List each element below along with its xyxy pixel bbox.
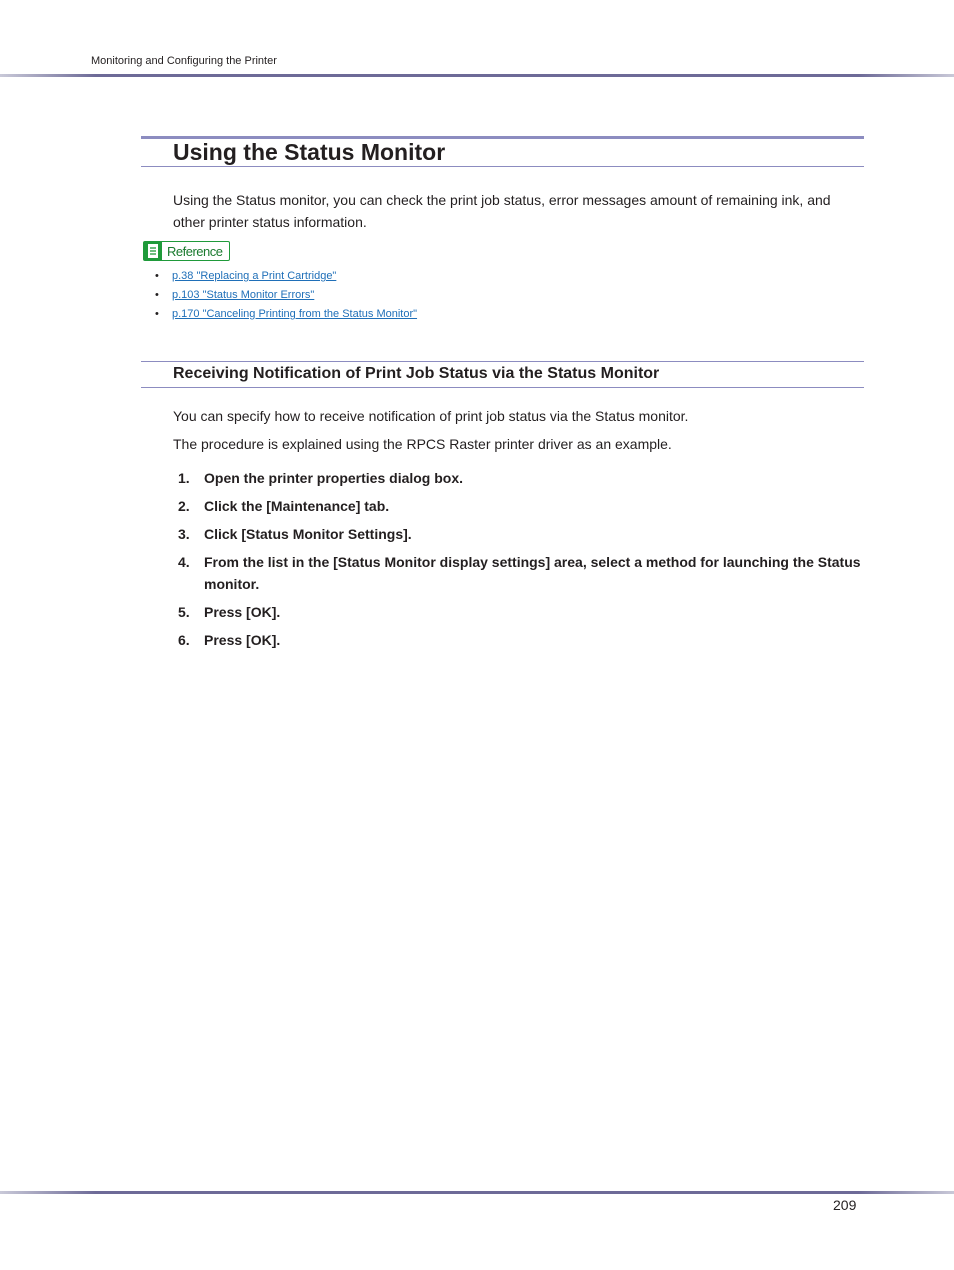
step-text: Open the printer properties dialog box. [204,470,464,486]
body-paragraph: You can specify how to receive notification of print job status via the Status monitor. [173,408,689,424]
procedure-step [173,523,865,545]
page-number: 209 [833,1197,857,1213]
step-text: Press [OK]. [204,604,281,620]
procedure-step [173,551,865,595]
step-text: Click the [Maintenance] tab. [204,498,390,514]
bullet: • [155,308,159,320]
reference-link-replacing-cartridge[interactable]: p.38 "Replacing a Print Cartridge" [172,270,337,282]
step-number: 2. [178,498,190,514]
step-number: 1. [178,470,190,486]
step-number: 3. [178,526,190,542]
step-text: Press [OK]. [204,632,281,648]
footer-rule [0,1191,954,1194]
reference-label: Reference [167,243,223,259]
reference-link-status-monitor-errors[interactable]: p.103 "Status Monitor Errors" [172,289,315,301]
procedure-steps [173,467,865,657]
header-rule [0,74,954,77]
step-text: Click [Status Monitor Settings]. [204,526,412,542]
bullet: • [155,270,159,282]
page-title: Using the Status Monitor [173,139,446,165]
procedure-step [173,601,865,623]
reference-link-canceling-printing[interactable]: p.170 "Canceling Printing from the Status Monitor" [172,308,418,320]
reference-badge [143,241,230,261]
step-number: 6. [178,632,190,648]
step-number: 4. [178,554,190,570]
section-heading-box [141,136,864,167]
step-number: 5. [178,604,190,620]
step-text: From the list in the [Status Monitor display settings] area, select a method for launching the Status monitor. [204,554,861,592]
body-paragraph: The procedure is explained using the RPCS Raster printer driver as an example. [173,436,672,452]
bullet: • [155,289,159,301]
procedure-step [173,629,865,651]
procedure-step [173,495,865,517]
intro-paragraph: Using the Status monitor, you can check the print job status, error messages amount of remaining ink, and other printer status information. [173,192,831,230]
running-header: Monitoring and Configuring the Printer [91,55,277,67]
subsection-title: Receiving Notification of Print Job Status via the Status Monitor [173,365,660,382]
subsection-heading-box [141,361,864,388]
reference-icon [144,242,162,260]
procedure-step [173,467,865,489]
